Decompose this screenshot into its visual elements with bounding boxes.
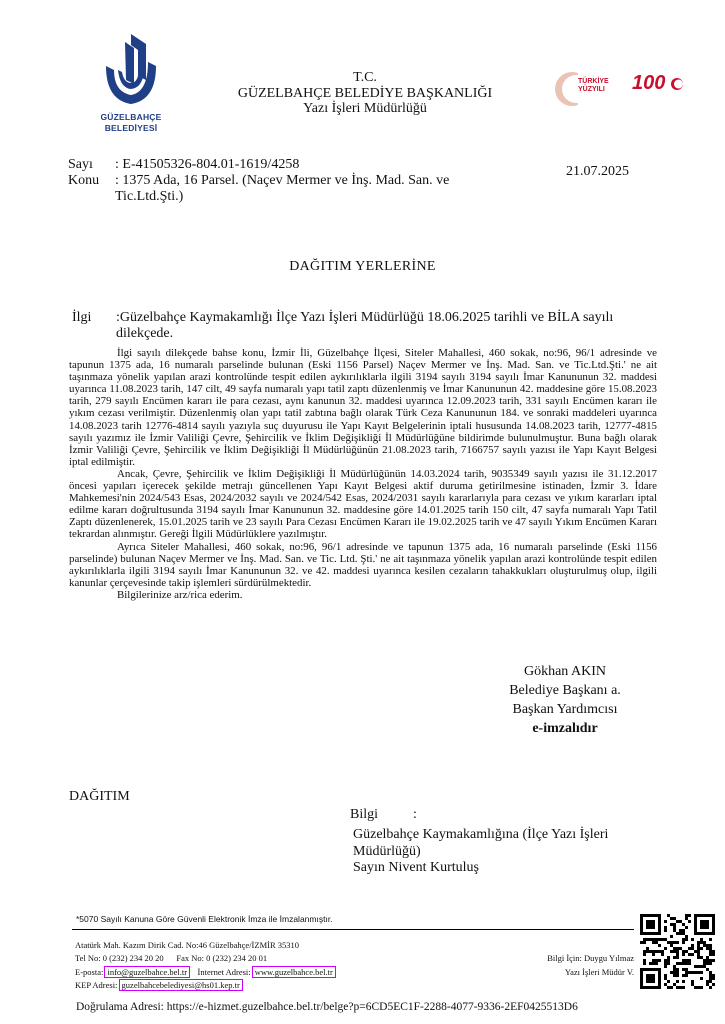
star-crescent-icon bbox=[670, 77, 684, 91]
logo-emblem-icon bbox=[98, 32, 164, 114]
sayi-row bbox=[68, 157, 488, 173]
web-label: İnternet Adresi: bbox=[197, 966, 251, 977]
hundred-years-badge bbox=[632, 72, 684, 104]
recipient-1: Güzelbahçe Kaymakamlığına (İlçe Yazı İşleri Müdürlüğü) bbox=[353, 827, 609, 859]
logo-text-line2: BELEDİYESİ bbox=[104, 123, 158, 133]
info-role: Yazı İşleri Müdür V. bbox=[564, 966, 634, 977]
header-tc: T.C. bbox=[353, 70, 377, 85]
signature-block bbox=[490, 662, 640, 738]
footer-kep-row bbox=[75, 979, 335, 992]
letter-body bbox=[69, 347, 657, 601]
body-paragraph-4: Bilgilerinize arz/rica ederim. bbox=[117, 588, 243, 601]
distribution-label: DAĞITIM bbox=[69, 789, 130, 804]
distribution-title: DAĞITIM YERLERİNE bbox=[289, 259, 436, 274]
kep-label: KEP Adresi: bbox=[75, 980, 118, 991]
signer-title-2: Başkan Yardımcısı bbox=[512, 702, 618, 717]
body-paragraph-3: Ayrıca Siteler Mahallesi, 460 sokak, no:96, 96/1 adresinde ve tapunun 1375 ada, 16 numaralı parselinde (Eski 1156 parselinde) bulunan Naçev Mermer ve İnş. Mad. San. ve Tic. Ltd. Şti.' ne ait taşınmaza yönelik yapılan arazi kontrolünde tespit edilen aykırılıklarla ilgili 3194 sayılı İmar Kanununun 32. ve 42. maddesi uyarınca kesilen cezaların tahakkukları oluşturulmuş olup, ilgili kanunlar çerçevesinde takip işlemleri sürdürülmektedir. bbox=[69, 540, 657, 589]
signer-name: Gökhan AKIN bbox=[523, 664, 607, 679]
e-signature-note: e-imzalıdır bbox=[532, 721, 598, 736]
header-institution: GÜZELBAHÇE BELEDİYE BAŞKANLIĞI bbox=[237, 85, 493, 101]
info-contact: Bilgi İçin: Duygu Yılmaz bbox=[547, 953, 634, 964]
konu-label: Konu bbox=[68, 173, 100, 188]
recipient-list bbox=[353, 827, 653, 877]
body-paragraph-2: Ancak, Çevre, Şehircilik ve İklim Değişikliği İl Müdürlüğünün 14.03.2024 tarih, 9035349 sayılı yazısı ile 31.12.2017 öncesi yapıları içerecek şekilde metrajı güncellenen Yapı Kayıt Belgesi aktif duruma getirilmesine istinaden, İzmir 3. İdare Mahkemesi'nin 2024/543 Esas, 2024/2032 sayılı ve 2024/542 Esas, 2024/2031 sayılı kararlarıyla para cezası ve yıkım kararları iptal edilme kararı doğrultusunda 3194 sayılı İmar Kanununun 32. maddesine göre 14.01.2025 tarih 150 cilt, 47 sayfa numaralı Yapı Tatil Zaptı düzenlenerek, 15.01.2025 tarih ve 23 sayılı Para Cezası Encümen Kararı ile 19.02.2025 tarih ve 47 sayılı Yıkım Encümen Kararı tekrardan alınmıştır. Gereği İlgili Müdürlüklere yazılmıştır. bbox=[69, 467, 657, 541]
footer-web-row bbox=[75, 966, 335, 979]
footer-divider bbox=[72, 929, 634, 930]
letter-header bbox=[180, 70, 550, 117]
body-paragraph-1: İlgi sayılı dilekçede bahse konu, İzmir İli, Güzelbahçe İlçesi, Siteler Mahallesi, 460 sokak, no:96, 96/1 adresinde ve tapunun 1375 ada, 16 numaralı parselinde bulunan (Eski 1156 Parsel) Naçev Mermer ve İnş. Mad. San. ve Tic.Ltd.Şti.' ne ait taşınmaza yönelik yapılan arazi kontrolünde tespit edilen aykırılıklarla ilgili 3194 sayılı 3194 sayılı İmar Kanununun 32. maddesi uyarınca 11.08.2023 tarih, 147 cilt, 49 sayfa numaralı yapı tatil zaptı düzenlenmiş ve İmar Kanununun 42. maddesine göre 15.08.2023 tarih, 279 sayılı Encümen kararı ile para cezası, aynı kanunun 32. maddesi uyarınca 12.09.2023 tarih, 331 sayılı Encümen kararı ile yıkım cezası verilmiştir. Düzenlenmiş olan yapı tatil zabtına bağlı olarak Türk Ceza Kanununun 184. ve sonraki maddeleri uyarınca 14.08.2023 tarih 12776-4814 sayılı yazıyla suç duyurusu ile Yapı Kayıt Belgelerinin iptali hususunda 14.08.2023 tarih, 12777-4815 sayılı yazımız ile İzmir Valiliği Çevre, Şehircilik ve İklim Değişikliği İl Müdürlüğüne bildirimde bulunulmuştur. Buna bağlı olarak İzmir Valiliği Çevre, Şehircilik ve İklim Değişikliği İl Müdürlüğünün 21.08.2023 tarih, 7166757 sayılı yazısı ile Yapı Kayıt Belgesi iptal edilmiştir. bbox=[69, 347, 657, 468]
footer-fax: Fax No: 0 (232) 234 20 01 bbox=[176, 953, 268, 964]
footer-info bbox=[500, 939, 634, 979]
email-label: E-posta: bbox=[75, 966, 104, 977]
letter-date: 21.07.2025 bbox=[566, 164, 629, 179]
verification-address[interactable]: Doğrulama Adresi: https://e-hizmet.guzelbahce.bel.tr/belge?p=6CD5EC1F-2288-4077-9336-2EF0425513D6 bbox=[76, 1001, 578, 1013]
sayi-label: Sayı bbox=[68, 157, 93, 172]
verification-qr-icon[interactable] bbox=[640, 914, 715, 989]
turkiye-yuzyili-badge bbox=[554, 67, 616, 111]
konu-row bbox=[68, 173, 488, 205]
e-signature-footnote: *5070 Sayılı Kanuna Göre Güvenli Elektronik İmza ile İmzalanmıştır. bbox=[76, 914, 333, 924]
hundred-text: 100 bbox=[632, 72, 666, 94]
crescent-icon bbox=[554, 67, 578, 111]
municipality-logo bbox=[98, 32, 164, 136]
letter-meta bbox=[68, 157, 488, 205]
kep-link[interactable]: guzelbahcebelediyesi@hs01.kep.tr bbox=[121, 980, 240, 991]
bilgi-label: Bilgi bbox=[350, 807, 379, 822]
ilgi-text: :Güzelbahçe Kaymakamlığı İlçe Yazı İşleri Müdürlüğü 18.06.2025 tarihli ve BİLA sayılı dilekçede. bbox=[116, 310, 614, 341]
konu-value: : 1375 Ada, 16 Parsel. (Naçev Mermer ve İnş. Mad. San. ve Tic.Ltd.Şti.) bbox=[115, 173, 450, 204]
footer-tel: Tel No: 0 (232) 234 20 20 bbox=[75, 953, 164, 964]
ilgi-label: İlgi bbox=[72, 310, 92, 325]
email-link[interactable]: info@guzelbahce.bel.tr bbox=[107, 966, 188, 977]
yuzyili-text: YÜZYILI bbox=[578, 86, 605, 93]
bilgi-separator: : bbox=[413, 807, 417, 822]
header-department: Yazı İşleri Müdürlüğü bbox=[303, 101, 427, 116]
sayi-value: : E-41505326-804.01-1619/4258 bbox=[115, 157, 300, 172]
web-link[interactable]: www.guzelbahce.bel.tr bbox=[254, 966, 333, 977]
footer-address: Atatürk Mah. Kazım Dirik Cad. No:46 Güzelbahçe/İZMİR 35310 bbox=[75, 940, 300, 950]
logo-text-line1: GÜZELBAHÇE bbox=[100, 112, 162, 122]
recipient-2: Sayın Nivent Kurtuluş bbox=[353, 860, 479, 875]
footer-contact bbox=[75, 939, 335, 993]
signer-title-1: Belediye Başkanı a. bbox=[509, 683, 621, 698]
turkiye-text: TÜRKİYE bbox=[578, 78, 609, 85]
footer-phone-row bbox=[75, 952, 335, 965]
